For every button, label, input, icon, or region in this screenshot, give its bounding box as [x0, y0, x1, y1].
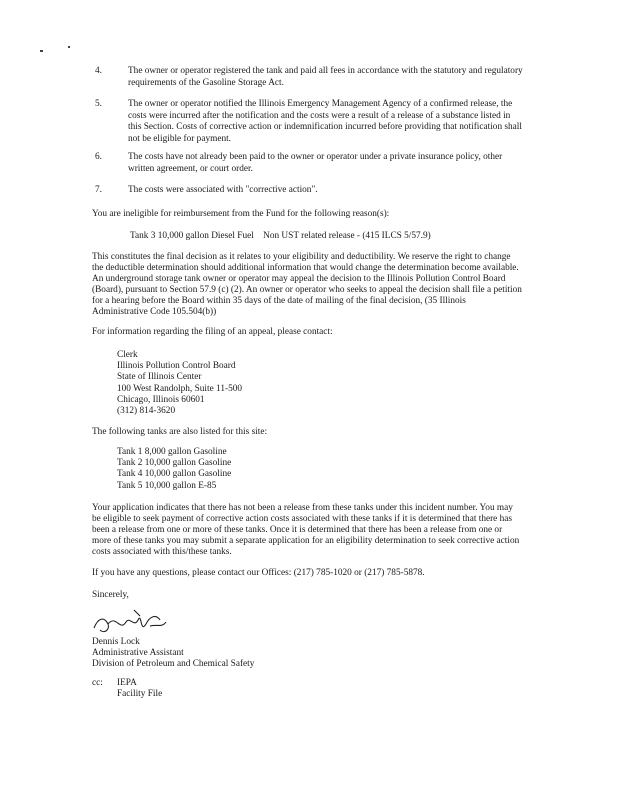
- cc-list: [117, 678, 162, 700]
- tank-list: [117, 447, 231, 492]
- item-text: The owner or operator notified the Illinois Emergency Management Agency of a confirmed release, the costs were incurred after the notification and the costs were a result of a release of a substance listed in this Section. Costs of corrective action or indemnification incurred before providing that notification shall not be eligible for payment.: [128, 99, 522, 144]
- tank-list-item: Tank 4 10,000 gallon Gasoline: [117, 469, 232, 480]
- item-number: 4.: [95, 66, 102, 76]
- tank-list-item: Tank 2 10,000 gallon Gasoline: [117, 458, 232, 469]
- cc-label: cc:: [92, 678, 103, 688]
- application-note-paragraph: Your application indicates that there has not been a release from these tanks under this incident number. You may be eligible to seek payment of corrective action costs associated with these tanks if it is determined that there has been a release from one or more of these tanks. Once it is determined that there has been a release from one or more of these tanks you may submit a separate application for an eligibility determination to seek corrective action costs associated with this/these tanks.: [92, 503, 520, 557]
- handwritten-signature: [90, 604, 170, 638]
- scan-speck: [68, 46, 70, 48]
- item-number: 7.: [95, 185, 102, 195]
- contact-line: Illinois Pollution Control Board: [117, 361, 236, 372]
- signature-title: Administrative Assistant: [92, 648, 184, 659]
- cc-line: Facility File: [117, 689, 163, 700]
- cc-line: IEPA: [117, 678, 137, 688]
- contact-line: State of Illinois Center: [117, 372, 202, 383]
- final-decision-paragraph: This constitutes the final decision as it relates to your eligibility and deductibility. We reserve the right to change the deductible determination should additional information that would change the determination become available. An underground storage tank owner or operator may appeal the decision to the Illinois Pollution Control Board (Board), pursuant to Section 57.9 (c) (2). An owner or operator who seeks to appeal the decision shall file a petition for a hearing before the Board within 35 days of the date of mailing of the final decision, (35 Illinois Administrative Code 105.504(b)): [92, 252, 522, 317]
- item-number: 6.: [95, 152, 102, 162]
- closing: Sincerely,: [92, 590, 129, 600]
- appeal-contact-block: [117, 350, 242, 417]
- signature-block: [92, 637, 254, 671]
- item-number: 5.: [95, 99, 102, 109]
- tanks-intro: The following tanks are also listed for this site:: [92, 427, 268, 437]
- signature-division: Division of Petroleum and Chemical Safety: [92, 659, 255, 670]
- tank-list-item: Tank 5 10,000 gallon E-85: [117, 480, 217, 491]
- contact-line: (312) 814-3620: [117, 406, 176, 417]
- ineligible-intro: You are ineligible for reimbursement from the Fund for the following reason(s):: [92, 209, 390, 219]
- contact-line: Chicago, Illinois 60601: [117, 394, 205, 405]
- item-text: The costs have not already been paid to the owner or operator under a private insurance policy, other written agreement, or court order.: [128, 152, 503, 174]
- scan-speck: [40, 50, 43, 52]
- appeal-intro: For information regarding the filing of an appeal, please contact:: [92, 327, 333, 337]
- contact-line: Clerk: [117, 350, 138, 360]
- contact-line: 100 West Randolph, Suite 11-500: [117, 383, 243, 394]
- signature-name: Dennis Lock: [92, 637, 140, 647]
- questions-line: If you have any questions, please contact our Offices: (217) 785-1020 or (217) 785-5878.: [92, 568, 425, 578]
- item-text: The costs were associated with "corrective action".: [128, 185, 318, 195]
- item-text: The owner or operator registered the tank and paid all fees in accordance with the statutory and regulatory requirements of the Gasoline Storage Act.: [128, 66, 523, 88]
- tank-list-item: Tank 1 8,000 gallon Gasoline: [117, 447, 227, 457]
- ineligible-reason: Tank 3 10,000 gallon Diesel Fuel Non UST related release - (415 ILCS 5/57.9): [130, 231, 431, 241]
